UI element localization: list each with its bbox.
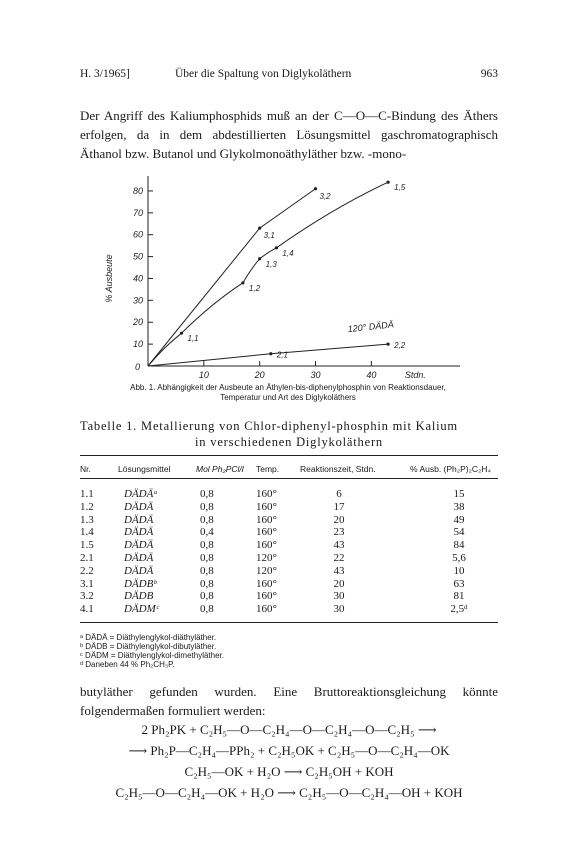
data-point [314, 187, 317, 190]
data-point [258, 257, 261, 260]
yield-chart [96, 168, 476, 380]
equation-2: ⟶ Ph₂P—C₂H₄—PPh₂ + C₂H₅OK + C₂H₅—O—C₂H₄—OK [128, 743, 450, 758]
cell-time: 30 [333, 603, 345, 616]
cell-temp: 160° [256, 603, 277, 616]
col-header-yield: % Ausb. (Ph₂P)₂C₂H₄ [410, 464, 491, 474]
footnote-b: ᵇ DÄDB = Diäthylenglykol-dibutyläther. [80, 642, 217, 651]
cell-yield: 49 [453, 513, 465, 526]
col-header-mol: Mol Ph₂PCl/l [196, 464, 244, 474]
y-tick-label: 10 [132, 339, 143, 350]
point-label: 1,1 [187, 334, 199, 344]
y-axis-label: % Ausbeute [104, 254, 114, 303]
x-tick-label: 20 [254, 370, 265, 380]
col-header-solvent: Lösungsmittel [118, 464, 171, 474]
data-point [180, 332, 183, 335]
caption-line-1: Abb. 1. Abhängigkeit der Ausbeute an Äthylen-bis-diphenylphosphin von Reaktionsdauer, [130, 383, 446, 392]
cell-mol: 0,4 [200, 526, 214, 539]
cell-solvent: DÄDMᶜ [124, 603, 159, 616]
cell-yield: 54 [453, 526, 465, 539]
x-axis-label: Stdn. [404, 370, 426, 380]
cell-yield: 5,6 [452, 552, 466, 564]
cell-yield: 63 [453, 577, 465, 590]
cell-nr: 1.5 [80, 539, 94, 552]
intro-paragraph: Der Angriff des Kaliumphosphids muß an der C—O—C-Bindung des Äthers erfolgen, da in dem abdestillierten Lösungsmittel gaschromatographisch Äthanol bzw. Butanol und Glykolmonoäthyläther bzw. -mono- [80, 108, 498, 161]
y-tick-label: 60 [132, 229, 143, 240]
cell-nr: 4.1 [80, 603, 94, 616]
series-line [148, 189, 316, 366]
cell-mol: 0,8 [200, 603, 214, 616]
table-title-line-2: in verschiedenen Diglykoläthern [195, 435, 383, 449]
point-label: 2,1 [276, 350, 288, 360]
cell-solvent: DÄDBᵇ [124, 577, 157, 590]
cell-solvent: DÄDÄ [124, 513, 154, 526]
point-label: 3,1 [263, 231, 275, 241]
footnote-c: ᶜ DÄDM = Diäthylenglykol-dimethyläther. [80, 651, 224, 660]
cell-solvent: DÄDÄ [124, 552, 154, 564]
cell-mol: 0,8 [200, 513, 214, 526]
series-name-label: 120° DÄDÄ [347, 319, 395, 335]
cell-time: 43 [333, 564, 345, 577]
table-row [0, 526, 576, 538]
cell-temp: 120° [256, 564, 277, 577]
point-label: 2,2 [394, 341, 406, 351]
cell-mol: 0,8 [200, 590, 214, 603]
cell-solvent: DÄDÄᵃ [124, 488, 158, 500]
cell-yield: 15 [453, 488, 465, 500]
cell-time: 22 [333, 552, 345, 564]
table-row [0, 501, 576, 513]
cell-time: 20 [333, 577, 345, 590]
table-footnotes [80, 633, 224, 669]
cell-mol: 0,8 [200, 577, 214, 590]
table-row [0, 514, 576, 526]
col-header-time: Reaktionszeit, Stdn. [300, 464, 376, 474]
data-point [386, 343, 389, 346]
table-top-rule [80, 455, 498, 456]
cell-yield: 84 [453, 539, 465, 552]
table-row [0, 488, 576, 500]
cell-time: 17 [333, 500, 345, 513]
table-bottom-rule [80, 622, 498, 623]
cell-mol: 0,8 [200, 539, 214, 552]
table-title [80, 418, 498, 450]
figure-caption [60, 383, 516, 403]
cell-yield: 2,5ᵈ [450, 603, 468, 616]
cell-nr: 1.3 [80, 513, 94, 526]
data-point [269, 352, 272, 355]
table-row [0, 590, 576, 602]
point-label: 1,3 [265, 259, 277, 269]
data-point [241, 281, 244, 284]
header-title: Über die Spaltung von Diglykoläthern [175, 68, 352, 80]
body-paragraph: butyläther gefunden wurden. Eine Bruttoreaktionsgleichung könnte folgendermaßen formuliert werden: [80, 684, 498, 718]
footnote-d: ᵈ Daneben 44 % Ph₂CH₃P. [80, 660, 175, 669]
table-title-line-1: Tabelle 1. Metallierung von Chlor-diphenyl-phosphin mit Kalium [80, 419, 458, 433]
cell-mol: 0,8 [200, 500, 214, 513]
cell-nr: 3.1 [80, 577, 94, 590]
point-label: 1,5 [394, 183, 406, 193]
cell-yield: 38 [453, 500, 465, 513]
point-label: 3,2 [319, 191, 331, 201]
cell-yield: 10 [453, 564, 465, 577]
cell-nr: 2.2 [80, 564, 94, 577]
cell-time: 30 [333, 590, 345, 603]
cell-time: 20 [333, 513, 345, 526]
cell-time: 6 [336, 488, 342, 500]
cell-solvent: DÄDÄ [124, 526, 154, 539]
x-tick-label: 30 [310, 370, 321, 380]
col-header-nr: Nr. [80, 464, 91, 474]
equation-1: 2 Ph₂PK + C₂H₅—O—C₂H₄—O—C₂H₄—O—C₂H₅ ⟶ [141, 722, 437, 737]
y-tick-label: 70 [132, 207, 143, 218]
series-line [148, 182, 388, 366]
cell-solvent: DÄDÄ [124, 539, 154, 552]
y-tick-label: 30 [132, 295, 143, 306]
x-tick-label: 10 [198, 370, 209, 380]
data-point [275, 246, 278, 249]
cell-temp: 160° [256, 539, 277, 552]
cell-temp: 160° [256, 488, 277, 500]
cell-mol: 0,8 [200, 564, 214, 577]
table-header-rule [80, 478, 498, 479]
table-row [0, 552, 576, 564]
table-row [0, 565, 576, 577]
cell-nr: 1.1 [80, 488, 94, 500]
table-row [0, 578, 576, 590]
y-tick-label: 50 [132, 251, 143, 262]
cell-mol: 0,8 [200, 552, 214, 564]
cell-solvent: DÄDÄ [124, 564, 154, 577]
cell-temp: 160° [256, 500, 277, 513]
y-tick-label: 40 [132, 273, 143, 284]
y-tick-label: 80 [132, 185, 143, 196]
header-issue: H. 3/1965] [80, 68, 130, 80]
cell-temp: 160° [256, 590, 277, 603]
cell-solvent: DÄDÄ [124, 500, 154, 513]
series-line [148, 344, 388, 366]
cell-temp: 160° [256, 513, 277, 526]
cell-nr: 1.2 [80, 500, 94, 513]
data-point [258, 227, 261, 230]
col-header-temp: Temp. [256, 464, 280, 474]
cell-time: 23 [333, 526, 345, 539]
cell-nr: 2.1 [80, 552, 94, 564]
x-tick-label: 40 [366, 370, 377, 380]
table-row [0, 603, 576, 615]
equation-3: C₂H₅—OK + H₂O ⟶ C₂H₅OH + KOH [184, 764, 394, 779]
origin-label: 0 [134, 362, 140, 372]
data-point [386, 181, 389, 184]
cell-time: 43 [333, 539, 345, 552]
cell-nr: 3.2 [80, 590, 94, 603]
cell-yield: 81 [453, 590, 465, 603]
cell-mol: 0,8 [200, 488, 214, 500]
header-page-number: 963 [480, 68, 498, 80]
equation-4: C₂H₅—O—C₂H₄—OK + H₂O ⟶ C₂H₅—O—C₂H₄—OH + KOH [115, 785, 463, 800]
y-tick-label: 20 [132, 317, 143, 328]
cell-nr: 1.4 [80, 526, 94, 539]
table-row [0, 539, 576, 551]
cell-temp: 160° [256, 526, 277, 539]
cell-solvent: DÄDB [124, 590, 154, 603]
caption-line-2: Temperatur und Art des Diglykoläthers [220, 393, 356, 402]
cell-temp: 120° [256, 552, 277, 564]
cell-temp: 160° [256, 577, 277, 590]
footnote-a: ᵃ DÄDÄ = Diäthylenglykol-diäthyläther. [80, 633, 217, 642]
point-label: 1,2 [248, 283, 261, 293]
point-label: 1,4 [282, 248, 294, 258]
